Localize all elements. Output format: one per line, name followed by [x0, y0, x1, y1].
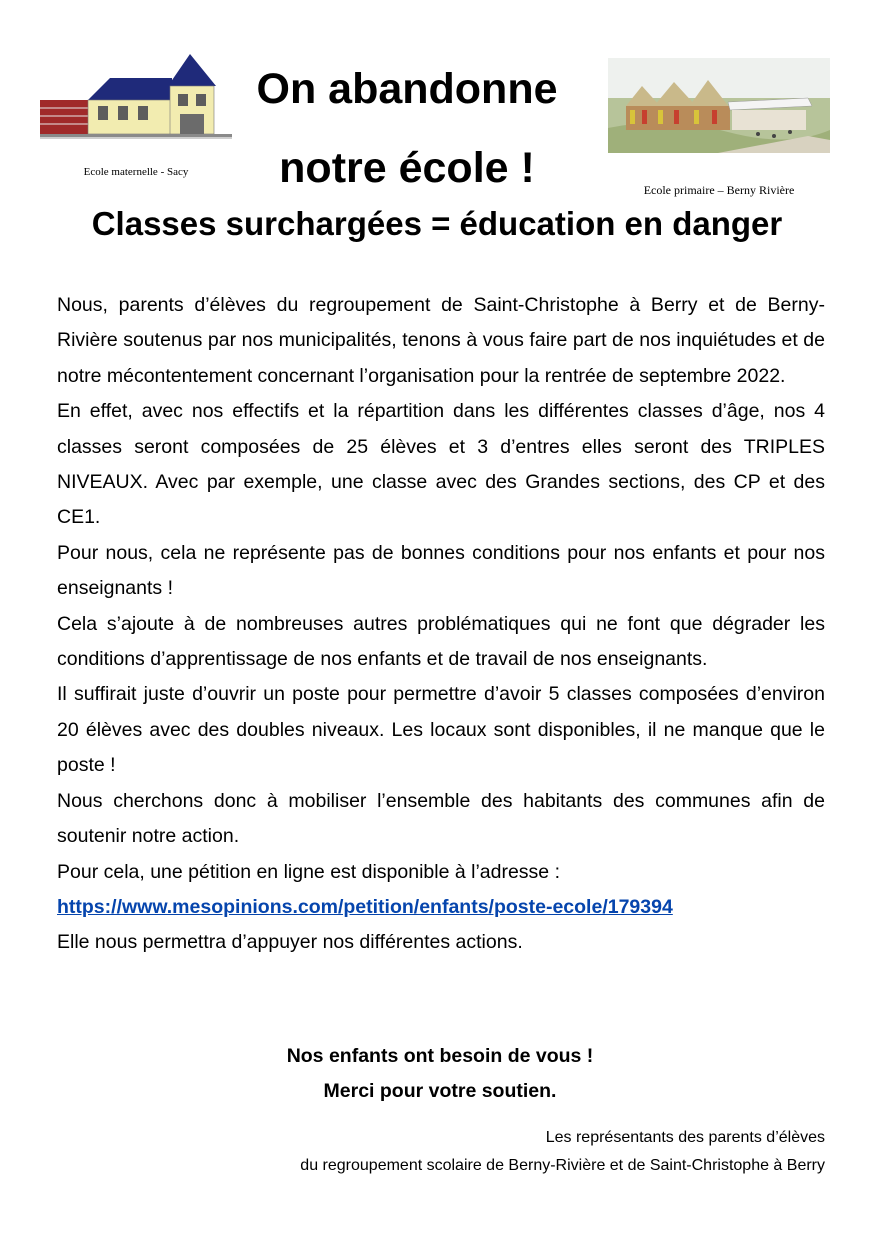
closing-line-1: Nos enfants ont besoin de vous ! — [286, 1045, 594, 1067]
title-line-1: On abandonne — [256, 65, 558, 113]
page-title — [232, 50, 582, 208]
title-line-2: notre école ! — [279, 144, 535, 192]
modern-school-rendering — [608, 58, 830, 153]
right-image-caption: Ecole primaire – Berny Rivière — [643, 183, 795, 197]
signature-block — [150, 1124, 825, 1180]
paragraph-after-link: Elle nous permettra d’appuyer nos différentes actions. — [57, 931, 523, 954]
signature-line-1: Les représentants des parents d’élèves — [545, 1129, 825, 1146]
left-image-caption: Ecole maternelle - Sacy — [83, 166, 189, 178]
school-building-illustration — [40, 50, 232, 146]
signature-line-2: du regroupement scolaire de Berny-Rivière et de Saint-Christophe à Berry — [300, 1157, 825, 1174]
paragraph-conditions: Pour nous, cela ne représente pas de bonnes conditions pour nos enfants et pour nos enseignants ! — [57, 541, 825, 600]
petition-link[interactable]: https://www.mesopinions.com/petition/enfants/poste-ecole/179394 — [57, 895, 673, 918]
page-subtitle: Classes surchargées = éducation en danger — [91, 205, 783, 242]
paragraph-effectifs: En effet, avec nos effectifs et la répartition dans les différentes classes d’âge, nos 4 classes seront composées de 25 élèves et 3 d’entres elles seront des TRIPLES NIVEAUX. Avec par exemple, une classe avec des Grandes sections, des CP et des CE1. — [57, 400, 825, 529]
paragraph-intro: Nous, parents d’élèves du regroupement de Saint-Christophe à Berry et de Berny-Rivière soutenus par nos municipalités, tenons à vous faire part de nos inquiétudes et de notre mécontentement concernant l’organisation pour la rentrée de septembre 2022. — [57, 294, 825, 387]
closing-line-2: Merci pour votre soutien. — [323, 1080, 557, 1102]
paragraph-mobilisation: Nous cherchons donc à mobiliser l’ensemble des habitants des communes afin de soutenir notre action. — [57, 789, 825, 848]
paragraph-problematiques: Cela s’ajoute à de nombreuses autres problématiques qui ne font que dégrader les conditions d’apprentissage de nos enfants et de travail de nos enseignants. — [57, 612, 825, 671]
paragraph-petition-intro: Pour cela, une pétition en ligne est disponible à l’adresse : — [57, 860, 560, 883]
closing-block — [0, 1039, 874, 1109]
petition-link-line — [57, 890, 825, 925]
letter-body — [57, 288, 825, 961]
paragraph-solution: Il suffirait juste d’ouvrir un poste pour permettre d’avoir 5 classes composées d’environ 20 élèves avec des doubles niveaux. Les locaux sont disponibles, il ne manque que le poste ! — [57, 683, 825, 777]
